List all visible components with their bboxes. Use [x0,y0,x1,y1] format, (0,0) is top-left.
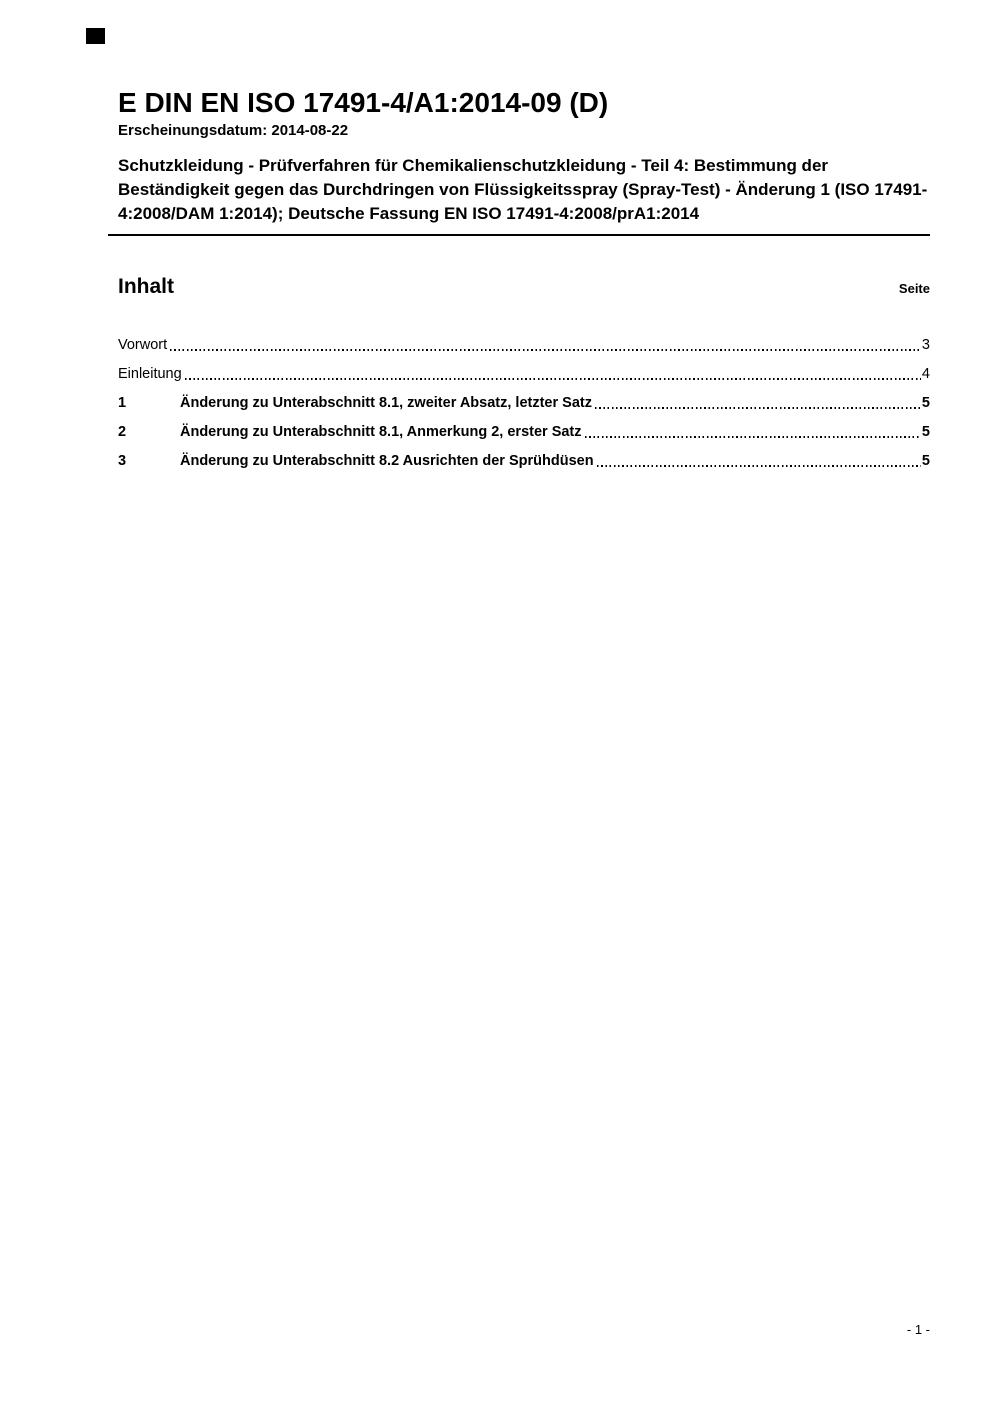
page-content [118,88,930,480]
toc-entry-label: Vorwort [118,337,168,353]
toc-entry-label: Einleitung [118,366,182,382]
toc-entry-label: Änderung zu Unterabschnitt 8.1, Anmerkung 2, erster Satz [180,424,582,440]
toc-entry-number: 2 [118,424,127,440]
toc-entry-page: 5 [921,395,930,411]
header-divider [108,234,930,236]
dot-leader [170,349,921,351]
toc-entry-number: 3 [118,453,127,469]
toc-entry [118,335,930,355]
toc-page-column-label: Seite [898,281,930,296]
toc-entry-number: 1 [118,395,127,411]
toc-entry [118,422,930,442]
dot-leader [595,407,921,409]
toc-entry-page: 5 [921,453,930,469]
registration-mark-icon [86,28,105,44]
dot-leader [597,465,921,467]
toc-entry-label: Änderung zu Unterabschnitt 8.2 Ausrichten der Sprühdüsen [180,453,594,469]
toc-header [118,275,930,299]
toc-heading: Inhalt [118,275,174,298]
toc-entry [118,364,930,384]
publication-date: Erscheinungsdatum: 2014-08-22 [118,122,349,139]
dot-leader [585,436,921,438]
toc-entry-page: 3 [921,337,930,353]
document-subtitle: Schutzkleidung - Prüfverfahren für Chemikalienschutzkleidung - Teil 4: Bestimmung der Beständigkeit gegen das Durchdringen von Flüssigkeitsspray (Spray-Test) - Änderung 1 (ISO 17491-4:2008/DAM 1:2014); Deutsche Fassung EN ISO 17491-4:2008/prA1:2014 [118,156,928,223]
toc-entry-label: Änderung zu Unterabschnitt 8.1, zweiter Absatz, letzter Satz [180,395,592,411]
page-number-footer: - 1 - [906,1322,930,1337]
toc-entry-page: 5 [921,424,930,440]
toc-list [118,335,930,471]
toc-entry-page: 4 [921,366,930,382]
document-title: E DIN EN ISO 17491-4/A1:2014-09 (D) [118,87,609,118]
toc-entry [118,451,930,471]
dot-leader [185,378,921,380]
toc-entry [118,393,930,413]
